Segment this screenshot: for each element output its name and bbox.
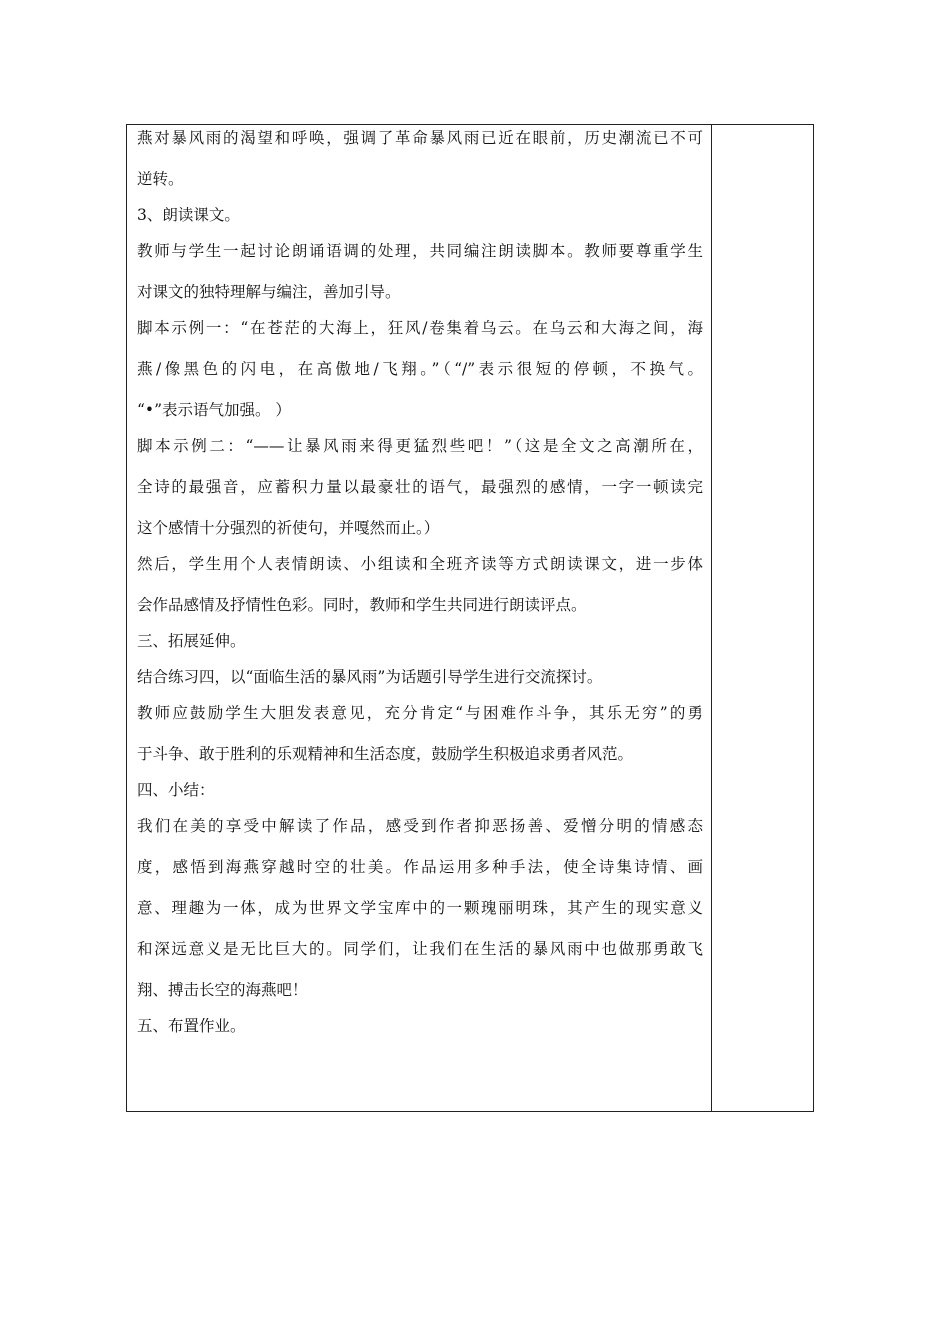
text-line: 教师应鼓励学生大胆发表意见，充分肯定“与困难作斗争，其乐无穷”的勇 bbox=[137, 704, 703, 722]
text-line: 我们在美的享受中解读了作品，感受到作者抑恶扬善、爱憎分明的情感态 bbox=[137, 817, 703, 835]
text-line: 然后，学生用个人表情朗读、小组读和全班齐读等方式朗读课文，进一步体 bbox=[137, 555, 703, 573]
text-line: 于斗争、敢于胜利的乐观精神和生活态度，鼓励学生积极追求勇者风范。 bbox=[137, 745, 634, 763]
text-line: 全诗的最强音，应蓄积力量以最豪壮的语气，最强烈的感情，一字一顿读完 bbox=[137, 478, 703, 496]
text-line: 脚本示例一：“在苍茫的大海上，狂风/卷集着乌云。在乌云和大海之间，海 bbox=[137, 319, 703, 337]
text-line: 对课文的独特理解与编注，善加引导。 bbox=[137, 283, 401, 301]
text-line: 结合练习四，以“面临生活的暴风雨”为话题引导学生进行交流探讨。 bbox=[137, 668, 603, 686]
text-line: “•”表示语气加强。 ） bbox=[137, 401, 291, 419]
text-line: 燕/像黑色的闪电，在高傲地/飞翔。”（“/”表示很短的停顿，不换气。 bbox=[137, 360, 703, 378]
text-line: 逆转。 bbox=[137, 170, 184, 188]
text-line: 会作品感情及抒情性色彩。同时，教师和学生共同进行朗读评点。 bbox=[137, 596, 587, 614]
text-line: 教师与学生一起讨论朗诵语调的处理，共同编注朗读脚本。教师要尊重学生 bbox=[137, 242, 703, 260]
text-line: 脚本示例二：“——让暴风雨来得更猛烈些吧！”（这是全文之高潮所在， bbox=[137, 437, 703, 455]
section-heading: 五、布置作业。 bbox=[137, 1017, 246, 1035]
text-line: 这个感情十分强烈的祈使句，并嘎然而止。） bbox=[137, 519, 440, 537]
section-heading: 3、朗读课文。 bbox=[137, 206, 240, 224]
text-line: 度，感悟到海燕穿越时空的壮美。作品运用多种手法，使全诗集诗情、画 bbox=[137, 858, 703, 876]
table-column-divider bbox=[711, 124, 712, 1112]
text-line: 意、理趣为一体，成为世界文学宝库中的一颗瑰丽明珠，其产生的现实意义 bbox=[137, 899, 703, 917]
section-heading: 四、小结： bbox=[137, 781, 215, 799]
text-line: 翔、搏击长空的海燕吧！ bbox=[137, 981, 308, 999]
section-heading: 三、拓展延伸。 bbox=[137, 632, 246, 650]
text-line: 燕对暴风雨的渴望和呼唤，强调了革命暴风雨已近在眼前，历史潮流已不可 bbox=[137, 129, 703, 147]
text-line: 和深远意义是无比巨大的。同学们，让我们在生活的暴风雨中也做那勇敢飞 bbox=[137, 940, 703, 958]
